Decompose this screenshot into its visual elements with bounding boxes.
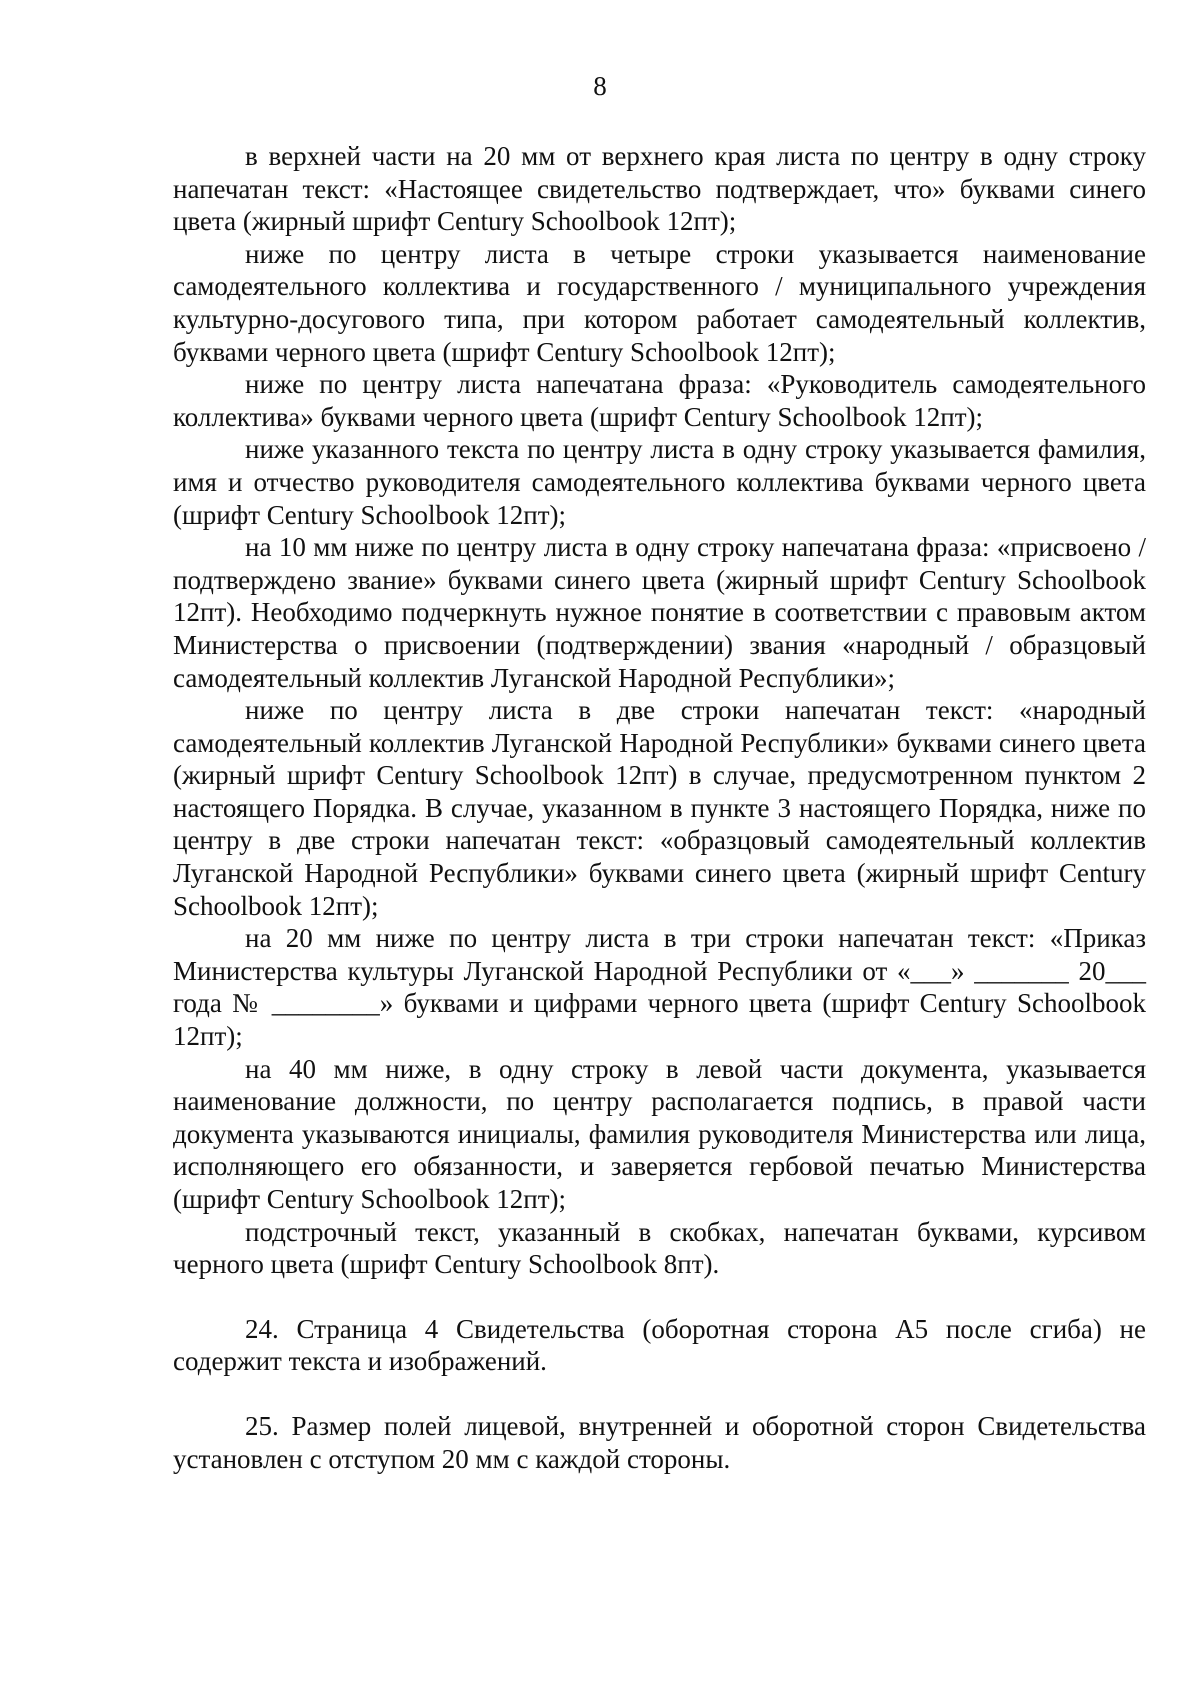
- paragraph: ниже указанного текста по центру листа в одну строку указывается фамилия, имя и отчество руководителя самодеятельного коллектива буквами черного цвета (шрифт Century Schoolbook 12пт);: [173, 434, 1146, 530]
- paragraph: ниже по центру листа напечатана фраза: «Руководитель самодеятельного коллектива» буквами черного цвета (шрифт Century Schoolbook 12пт);: [173, 369, 1146, 432]
- paragraph: подстрочный текст, указанный в скобках, напечатан буквами, курсивом черного цвета (шрифт Century Schoolbook 8пт).: [173, 1216, 1146, 1280]
- paragraph: ниже по центру листа в две строки напечатан текст: «народный самодеятельный коллектив Луганской Народной Республики» буквами синего цвета (жирный шрифт Century Schoolbook 12пт) в случае, предусмотренном пунктом 2 настоящего Порядка. В случае, указанном в пункте 3 настоящего Порядка, ниже по центру в две строки напечатан текст: «образцовый самодеятельный коллектив Луганской Народной Республики» буквами синего цвета (жирный шрифт Century Schoolbook 12пт);: [173, 695, 1146, 921]
- paragraph: на 40 мм ниже, в одну строку в левой части документа, указывается наименование должности, по центру располагается подпись, в правой части документа указываются инициалы, фамилия руководителя Министерства или лица, исполняющего его обязанности, и заверяется гербовой печатью Министерства (шрифт Century Schoolbook 12пт);: [173, 1053, 1146, 1214]
- paragraph: на 10 мм ниже по центру листа в одну строку напечатана фраза: «присвоено / подтверждено звание» буквами синего цвета (жирный шрифт Century Schoolbook 12пт). Необходимо подчеркнуть нужное понятие в соответствии с правовым актом Министерства о присвоении (подтверждении) звания «народный / образцовый самодеятельный коллектив Луганской Народной Республики»;: [173, 532, 1146, 693]
- paragraph: в верхней части на 20 мм от верхнего края листа по центру в одну строку напечатан текст: «Настоящее свидетельство подтверждает, что» буквами синего цвета (жирный шрифт Century Schoolbook 12пт);: [173, 141, 1146, 237]
- document-body: [173, 140, 1146, 1475]
- paragraph: на 20 мм ниже по центру листа в три строки напечатан текст: «Приказ Министерства культуры Луганской Народной Республики от «___» _______ 20___ года № ________» буквами и цифрами черного цвета (шрифт Century Schoolbook 12пт);: [173, 923, 1146, 1052]
- numbered-item-24: 24. Страница 4 Свидетельства (оборотная сторона А5 после сгиба) не содержит текста и изображений.: [173, 1313, 1146, 1377]
- paragraph: ниже по центру листа в четыре строки указывается наименование самодеятельного коллектива и государственного / муниципального учреждения культурно-досугового типа, при котором работает самодеятельный коллектив, буквами черного цвета (шрифт Century Schoolbook 12пт);: [173, 238, 1146, 367]
- numbered-item-25: 25. Размер полей лицевой, внутренней и оборотной сторон Свидетельства установлен с отступом 20 мм с каждой стороны.: [173, 1410, 1146, 1474]
- page-number: 8: [593, 71, 607, 101]
